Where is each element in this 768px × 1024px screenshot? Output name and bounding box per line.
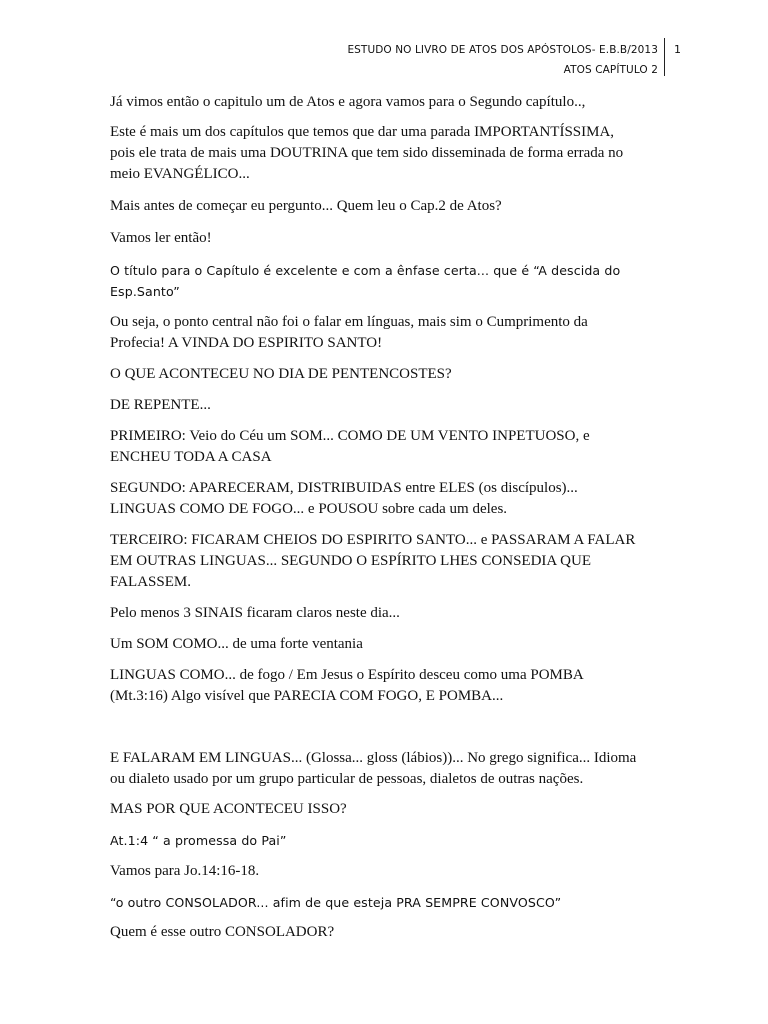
text-line: At.1:4 “ a promessa do Pai” (110, 833, 287, 848)
text-line: Já vimos então o capitulo um de Atos e agora vamos para o Segundo capítulo.., (110, 94, 586, 110)
paragraph (110, 665, 650, 707)
paragraph (110, 634, 650, 655)
text-line: LINGUAS COMO... de fogo / Em Jesus o Espírito desceu como uma POMBA (110, 667, 584, 683)
paragraph (110, 922, 650, 943)
text-line: SEGUNDO: APARECERAM, DISTRIBUIDAS entre ELES (os discípulos)... (110, 480, 578, 496)
paragraph (110, 861, 650, 882)
text-line: EM OUTRAS LINGUAS... SEGUNDO O ESPÍRITO LHES CONSEDIA QUE (110, 553, 591, 569)
text-line: meio EVANGÉLICO... (110, 166, 250, 182)
paragraph (110, 799, 650, 820)
text-line: “o outro CONSOLADOR... afim de que esteja PRA SEMPRE CONVOSCO” (110, 895, 562, 910)
paragraph (110, 478, 650, 520)
text-line: (Mt.3:16) Algo visível que PARECIA COM FOGO, E POMBA... (110, 688, 504, 704)
paragraph (110, 228, 650, 249)
text-line: FALASSEM. (110, 574, 191, 590)
text-line: Mais antes de começar eu pergunto... Quem leu o Cap.2 de Atos? (110, 198, 502, 214)
document-body (110, 92, 650, 943)
text-line: Vamos ler então! (110, 230, 212, 246)
text-line: ou dialeto usado por um grupo particular de pessoas, dialetos de outras nações. (110, 771, 584, 787)
text-line: LINGUAS COMO DE FOGO... e POUSOU sobre cada um deles. (110, 501, 508, 517)
text-line: MAS POR QUE ACONTECEU ISSO? (110, 801, 347, 817)
page-header (300, 40, 658, 80)
paragraph (110, 364, 650, 385)
header-title: ESTUDO NO LIVRO DE ATOS DOS APÓSTOLOS- E.B.B/2013 (347, 44, 658, 56)
paragraph (110, 603, 650, 624)
header-divider (664, 38, 665, 76)
text-line: Ou seja, o ponto central não foi o falar em línguas, mais sim o Cumprimento da (110, 314, 588, 330)
text-line: Pelo menos 3 SINAIS ficaram claros neste dia... (110, 605, 400, 621)
header-subtitle: ATOS CAPÍTULO 2 (563, 64, 658, 76)
paragraph (110, 260, 650, 302)
paragraph (110, 892, 650, 913)
text-line: Um SOM COMO... de uma forte ventania (110, 636, 363, 652)
text-line: Vamos para Jo.14:16-18. (110, 863, 260, 879)
paragraph (110, 395, 650, 416)
paragraph (110, 830, 650, 851)
text-line: pois ele trata de mais uma DOUTRINA que tem sido disseminada de forma errada no (110, 145, 624, 161)
text-line: Esp.Santo” (110, 284, 180, 299)
text-line: Quem é esse outro CONSOLADOR? (110, 924, 335, 940)
page-number: 1 (674, 43, 681, 56)
paragraph (110, 92, 650, 113)
text-line: TERCEIRO: FICARAM CHEIOS DO ESPIRITO SANTO... e PASSARAM A FALAR (110, 532, 636, 548)
paragraph (110, 426, 650, 468)
paragraph (110, 748, 650, 790)
text-line: ENCHEU TODA A CASA (110, 449, 272, 465)
text-line: O QUE ACONTECEU NO DIA DE PENTENCOSTES? (110, 366, 452, 382)
text-line: Este é mais um dos capítulos que temos que dar uma parada IMPORTANTÍSSIMA, (110, 124, 615, 140)
text-line: O título para o Capítulo é excelente e com a ênfase certa... que é “A descida do (110, 263, 621, 278)
paragraph (110, 196, 650, 217)
paragraph (110, 122, 650, 185)
text-line: DE REPENTE... (110, 397, 211, 413)
paragraph (110, 530, 650, 593)
text-line: Profecia! A VINDA DO ESPIRITO SANTO! (110, 335, 383, 351)
paragraph (110, 312, 650, 354)
text-line: PRIMEIRO: Veio do Céu um SOM... COMO DE UM VENTO INPETUOSO, e (110, 428, 590, 444)
text-line: E FALARAM EM LINGUAS... (Glossa... gloss (lábios))... No grego significa... Idioma (110, 750, 637, 766)
